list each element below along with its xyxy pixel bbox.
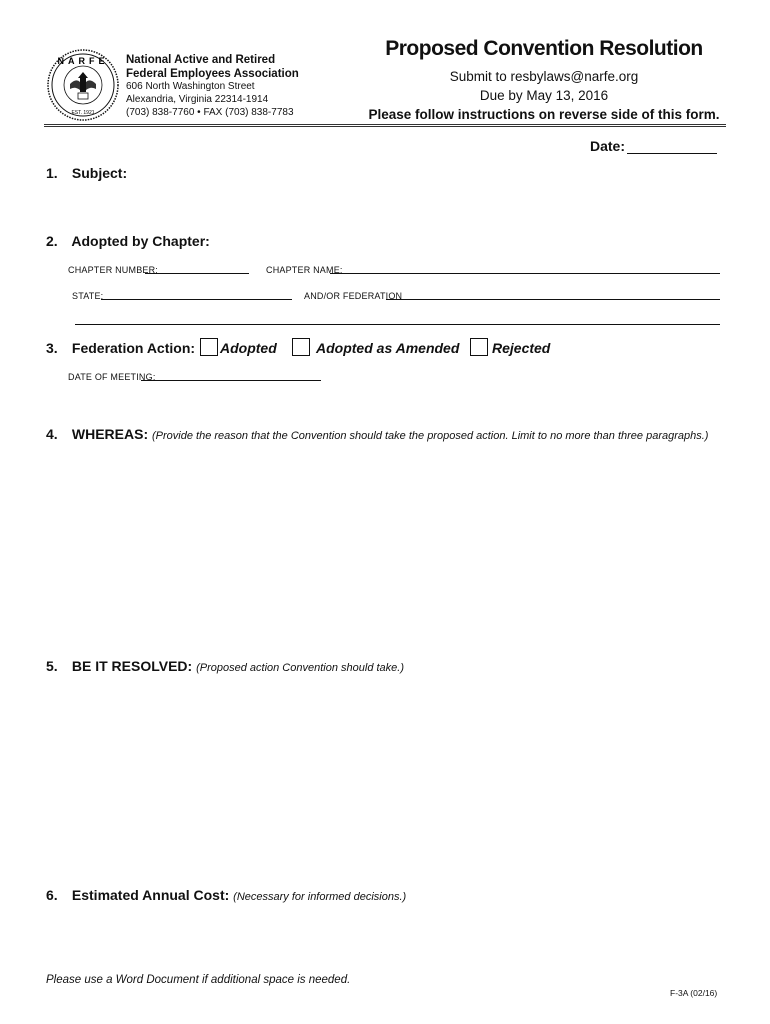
narfe-seal-logo — [46, 48, 120, 122]
header-divider — [44, 124, 726, 127]
section-number: 2. — [46, 233, 58, 249]
adopted-by-chapter-label: Adopted by Chapter: — [71, 233, 210, 249]
form-code: F-3A (02/16) — [670, 988, 718, 998]
section-number: 3. — [46, 340, 58, 356]
state-label: STATE: — [72, 291, 104, 301]
federation-field[interactable] — [386, 299, 720, 300]
section-adopted-by-chapter — [46, 233, 210, 249]
be-it-resolved-hint: (Proposed action Convention should take.) — [196, 662, 404, 674]
adopted-as-amended-option-label: Adopted as Amended — [316, 340, 460, 356]
section-subject — [46, 165, 127, 181]
section-number: 4. — [46, 426, 58, 442]
due-date-notice: Due by May 13, 2016 — [479, 88, 609, 103]
federation-field-continued[interactable] — [75, 324, 720, 325]
adopted-option-label: Adopted — [220, 340, 277, 356]
org-phone-fax: (703) 838-7760 • FAX (703) 838-7783 — [126, 107, 294, 118]
svg-text:EST. 1921: EST. 1921 — [71, 110, 95, 116]
estimated-annual-cost-label: Estimated Annual Cost: — [71, 887, 230, 903]
whereas-label: WHEREAS: — [71, 426, 149, 442]
section-number: 6. — [46, 887, 58, 903]
chapter-number-field[interactable] — [145, 273, 249, 274]
section-number: 5. — [46, 658, 58, 674]
rejected-checkbox[interactable] — [470, 338, 488, 356]
date-field[interactable] — [627, 153, 717, 154]
section-number: 1. — [46, 165, 58, 181]
form-title: Proposed Convention Resolution — [385, 37, 703, 60]
whereas-field[interactable] — [70, 448, 720, 648]
federation-action-label: Federation Action: — [71, 340, 196, 356]
be-it-resolved-label: BE IT RESOLVED: — [71, 658, 193, 674]
section-federation-action — [46, 340, 195, 356]
chapter-name-field[interactable] — [330, 273, 720, 274]
org-name-line2: Federal Employees Association — [126, 68, 299, 80]
org-name-line1: National Active and Retired — [126, 54, 276, 66]
org-address-city: Alexandria, Virginia 22314-1914 — [126, 94, 269, 105]
date-label: Date: — [590, 138, 626, 154]
submit-to-email: Submit to resbylaws@narfe.org — [449, 69, 639, 84]
be-it-resolved-field[interactable] — [70, 680, 720, 875]
svg-text:NARFE: NARFE — [57, 56, 109, 66]
org-address-street: 606 North Washington Street — [126, 81, 255, 92]
date-of-meeting-field[interactable] — [141, 380, 321, 381]
section-be-it-resolved — [46, 658, 404, 674]
subject-field[interactable] — [70, 186, 720, 226]
date-of-meeting-label: DATE OF MEETING: — [68, 372, 156, 382]
federation-label: AND/OR FEDERATION — [304, 291, 403, 301]
chapter-name-label: CHAPTER NAME: — [266, 265, 343, 275]
estimated-annual-cost-hint: (Necessary for informed decisions.) — [233, 891, 407, 903]
chapter-number-label: CHAPTER NUMBER: — [68, 265, 159, 275]
subject-label: Subject: — [71, 165, 128, 181]
organization-name — [126, 53, 299, 81]
footer-note: Please use a Word Document if additional space is needed. — [46, 974, 351, 986]
rejected-option-label: Rejected — [492, 340, 551, 356]
whereas-hint: (Provide the reason that the Convention should take the proposed action. Limit to no more than three paragraphs.) — [152, 430, 709, 442]
section-estimated-annual-cost — [46, 887, 406, 903]
state-field[interactable] — [101, 299, 292, 300]
adopted-checkbox[interactable] — [200, 338, 218, 356]
section-whereas — [46, 426, 746, 442]
adopted-as-amended-checkbox[interactable] — [292, 338, 310, 356]
estimated-annual-cost-field[interactable] — [70, 910, 720, 965]
narfe-seal-icon — [46, 48, 120, 122]
instructions-notice: Please follow instructions on reverse side of this form. — [368, 107, 720, 122]
